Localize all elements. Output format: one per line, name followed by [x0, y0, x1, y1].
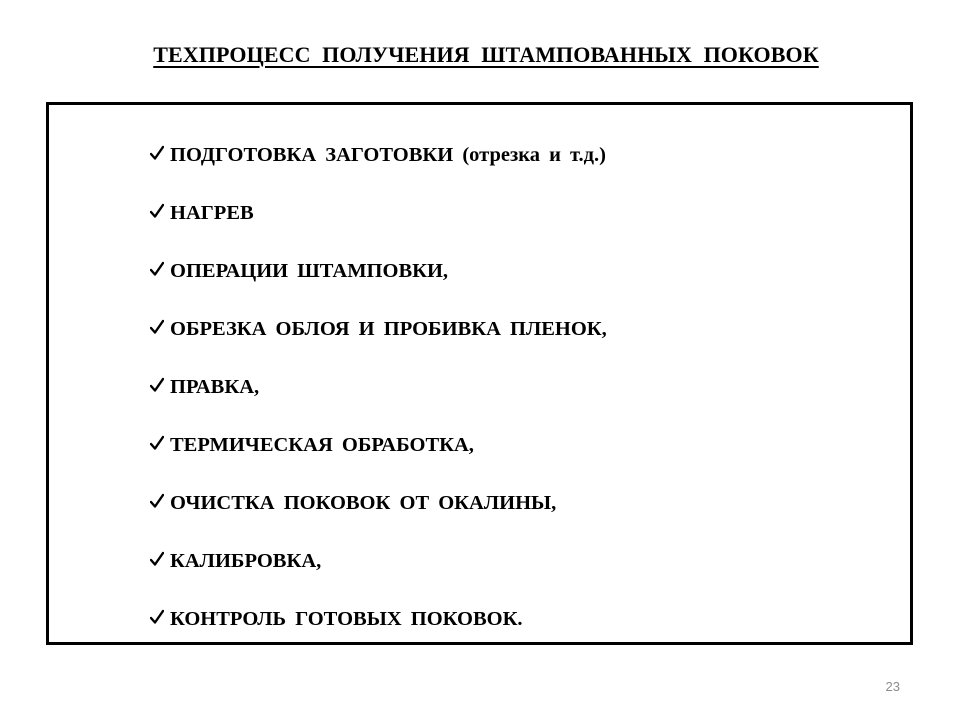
- step-label: ПРАВКА,: [170, 375, 260, 398]
- list-item: [150, 474, 607, 532]
- page-number: 23: [885, 679, 900, 694]
- list-item: [150, 590, 607, 648]
- step-label: КОНТРОЛЬ ГОТОВЫХ ПОКОВОК.: [170, 607, 523, 630]
- step-label: КАЛИБРОВКА,: [170, 549, 322, 572]
- list-item: [150, 184, 607, 242]
- list-item: [150, 416, 607, 474]
- step-label: ТЕРМИЧЕСКАЯ ОБРАБОТКА,: [170, 433, 474, 456]
- list-item: [150, 300, 607, 358]
- slide-title: ТЕХПРОЦЕСС ПОЛУЧЕНИЯ ШТАМПОВАННЫХ ПОКОВОК: [153, 42, 819, 67]
- process-steps-list: [150, 126, 607, 648]
- checkmark-icon: [150, 145, 164, 161]
- checkmark-icon: [150, 435, 164, 451]
- checkmark-icon: [150, 609, 164, 625]
- step-label: ОЧИСТКА ПОКОВОК ОТ ОКАЛИНЫ,: [170, 491, 557, 514]
- checkmark-icon: [150, 493, 164, 509]
- process-steps-frame: [46, 102, 913, 645]
- checkmark-icon: [150, 377, 164, 393]
- step-label: ОБРЕЗКА ОБЛОЯ И ПРОБИВКА ПЛЕНОК,: [170, 317, 607, 340]
- list-item: [150, 242, 607, 300]
- step-note: (отрезка и т.д.): [453, 143, 606, 166]
- checkmark-icon: [150, 551, 164, 567]
- list-item: [150, 126, 607, 184]
- step-label: ПОДГОТОВКА ЗАГОТОВКИ (отрезка и т.д.): [170, 143, 606, 166]
- list-item: [150, 532, 607, 590]
- step-label: ОПЕРАЦИИ ШТАМПОВКИ,: [170, 259, 449, 282]
- step-label: НАГРЕВ: [170, 201, 254, 224]
- checkmark-icon: [150, 261, 164, 277]
- checkmark-icon: [150, 203, 164, 219]
- checkmark-icon: [150, 319, 164, 335]
- list-item: [150, 358, 607, 416]
